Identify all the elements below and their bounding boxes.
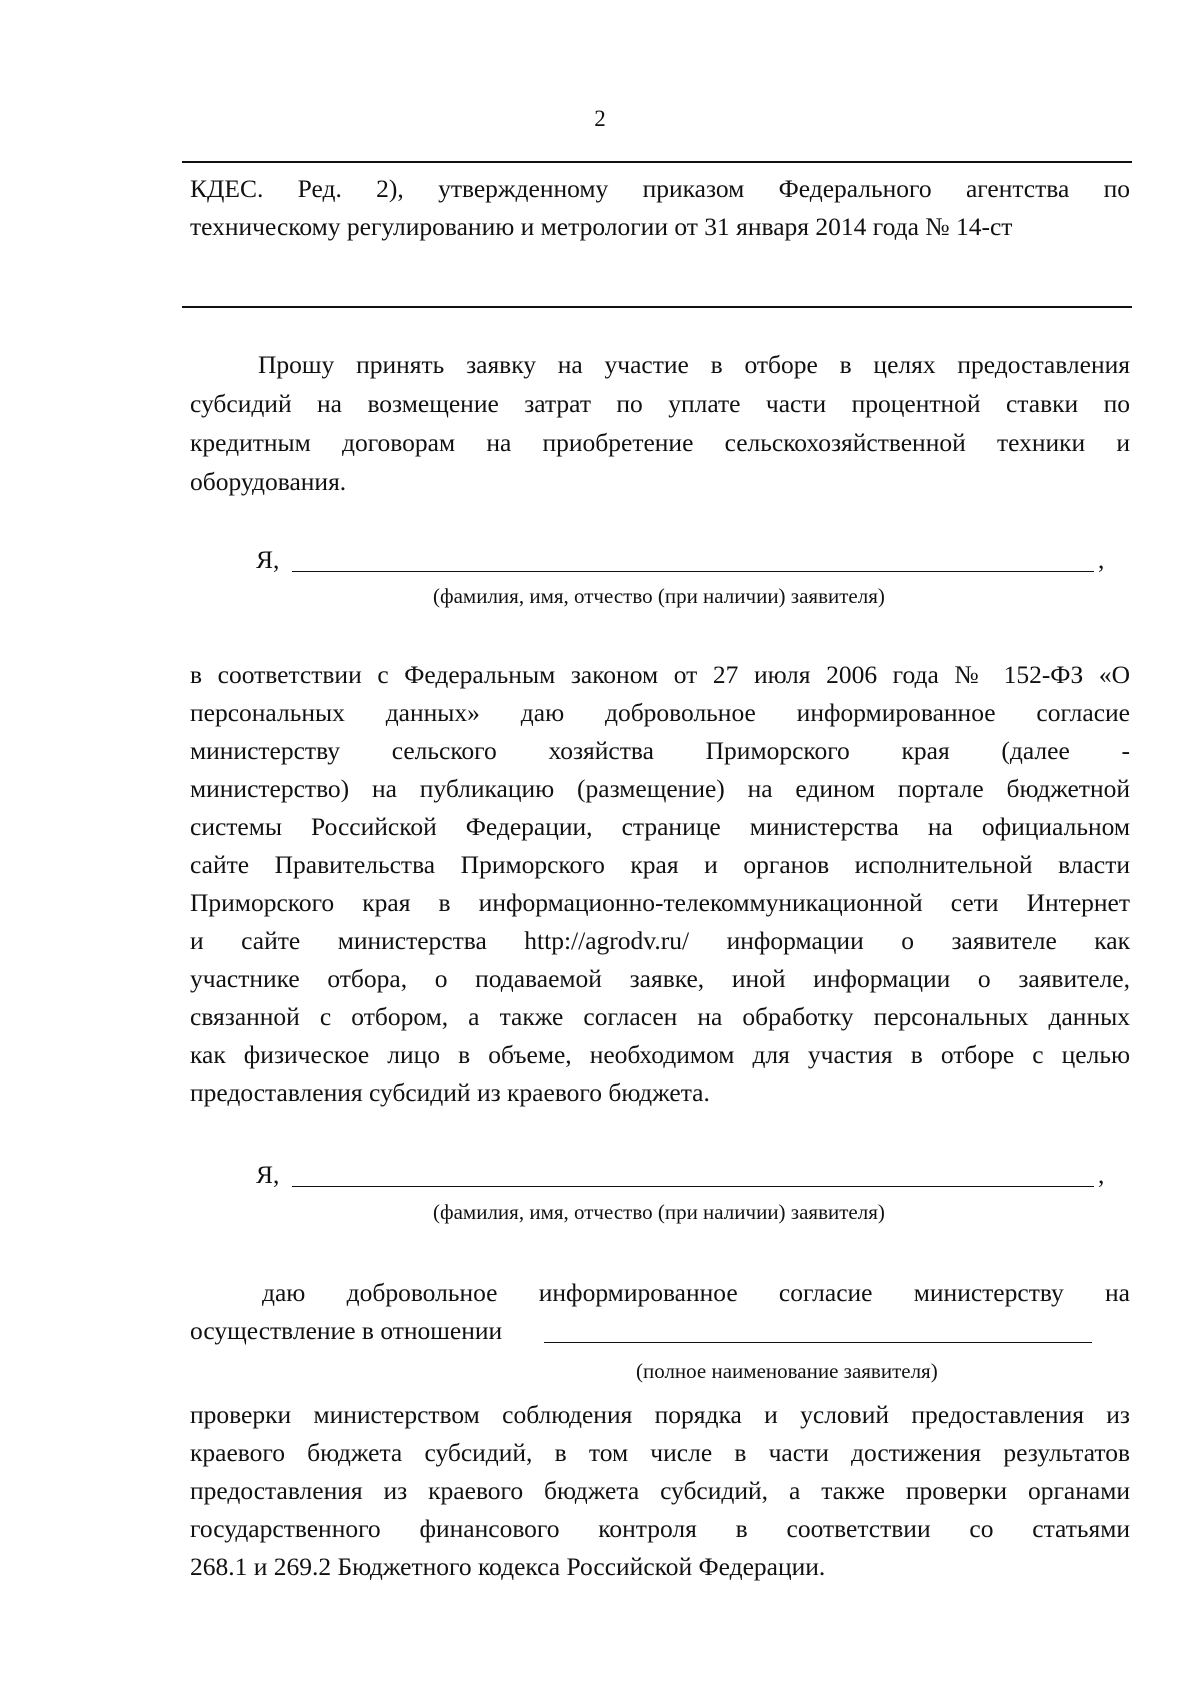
consent-paragraph-line: участнике отбора, о подаваемой заявке, иной информации о заявителе, [190, 964, 1130, 993]
applicant-name-field[interactable] [292, 571, 1094, 572]
consent-paragraph-line: сайте Правительства Приморского края и органов исполнительной власти [190, 850, 1130, 879]
organization-name-caption: (полное наименование заявителя) [636, 1359, 938, 1383]
applicant-name-caption: (фамилия, имя, отчество (при наличии) заявителя) [433, 1200, 885, 1224]
request-paragraph-line: Прошу принять заявку на участие в отборе в целях предоставления [258, 350, 1130, 379]
consent-paragraph-line: министерству сельского хозяйства Приморского края (далее - [190, 736, 1130, 765]
consent-paragraph-line: персональных данных» даю добровольное информированное согласие [190, 698, 1130, 727]
header-top-rule [182, 161, 1132, 163]
applicant-suffix: , [1098, 1160, 1105, 1189]
consent-paragraph-line: как физическое лицо в объеме, необходимом для участия в отборе с целью [190, 1040, 1130, 1069]
header-line: техническому регулированию и метрологии от 31 января 2014 года № 14-ст [190, 212, 1013, 241]
applicant-name-caption: (фамилия, имя, отчество (при наличии) заявителя) [433, 584, 885, 608]
consent-paragraph-line: системы Российской Федерации, странице министерства на официальном [190, 812, 1130, 841]
inspection-paragraph-line: предоставления из краевого бюджета субсидий, а также проверки органами [190, 1476, 1130, 1505]
inspection-paragraph-line: государственного финансового контроля в соответствии со статьями [190, 1514, 1130, 1543]
consent-paragraph-line: Приморского края в информационно-телекоммуникационной сети Интернет [190, 888, 1130, 917]
header-bottom-rule [182, 306, 1132, 308]
request-paragraph-line: субсидий на возмещение затрат по уплате части процентной ставки по [190, 389, 1130, 418]
consent-paragraph-line: предоставления субсидий из краевого бюджета. [190, 1078, 710, 1107]
request-paragraph-line: оборудования. [190, 467, 347, 496]
applicant-prefix: Я, [256, 545, 280, 574]
consent-paragraph-line: и сайте министерства http://agrodv.ru/ информации о заявителе как [190, 926, 1130, 955]
page-number: 2 [594, 106, 606, 131]
consent-paragraph-line: министерство) на публикацию (размещение) на едином портале бюджетной [190, 774, 1130, 803]
applicant-prefix: Я, [256, 1160, 280, 1189]
inspection-paragraph-line: осуществление в отношении [190, 1316, 503, 1345]
inspection-paragraph-line: проверки министерством соблюдения порядка и условий предоставления из [190, 1400, 1130, 1429]
inspection-paragraph-line: краевого бюджета субсидий, в том числе в части достижения результатов [190, 1438, 1130, 1467]
consent-paragraph-line: связанной с отбором, а также согласен на обработку персональных данных [190, 1002, 1130, 1031]
header-line: КДЕС. Ред. 2), утвержденному приказом Федерального агентства по [190, 174, 1130, 203]
inspection-paragraph-line: даю добровольное информированное согласие министерству на [262, 1278, 1130, 1307]
applicant-suffix: , [1098, 545, 1105, 574]
inspection-paragraph-line: 268.1 и 269.2 Бюджетного кодекса Российской Федерации. [190, 1552, 826, 1581]
organization-name-field[interactable] [544, 1342, 1092, 1343]
consent-paragraph-line: в соответствии с Федеральным законом от 27 июля 2006 года № 152-ФЗ «О [190, 660, 1130, 689]
request-paragraph-line: кредитным договорам на приобретение сельскохозяйственной техники и [190, 428, 1130, 457]
applicant-name-field-2[interactable] [292, 1186, 1094, 1187]
